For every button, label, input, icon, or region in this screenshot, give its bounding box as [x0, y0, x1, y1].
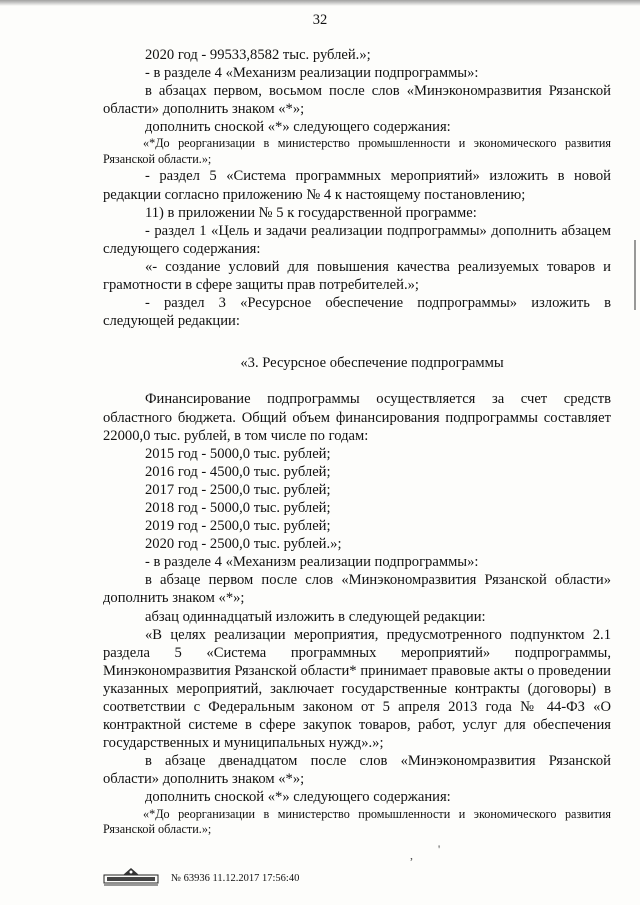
page-footer: [103, 864, 299, 886]
paragraph-quality-goal: «- создание условий для повышения качества реализуемых товаров и грамотности в сфере защиты прав потребителей.»;: [103, 258, 611, 294]
footnote-text-2: «*До реорганизации в министерство промышленности и экономического развития Рязанской области.»;: [103, 806, 611, 837]
footnote-text: «*До реорганизации в министерство промышленности и экономического развития Рязанской области.»;: [103, 136, 611, 166]
footer-registration-info: № 63936 11.12.2017 17:56:40: [171, 873, 300, 884]
paragraph-add-footnote-2: дополнить сноской «*» следующего содержания:: [145, 789, 451, 806]
paragraph-first-abzac: в абзаце первом после слов «Минэкономразвития Рязанской области» дополнить знаком «*»;: [103, 572, 611, 607]
scan-mark: ,: [410, 848, 413, 862]
budget-year-2020: 2020 год - 2500,0 тыс. рублей.»;: [145, 536, 342, 553]
budget-year-2016: 2016 год - 4500,0 тыс. рублей;: [145, 463, 331, 480]
paragraph-section-3: - раздел 3 «Ресурсное обеспечение подпрограммы» изложить в следующей редакции:: [103, 295, 611, 330]
paragraph-appendix-5: 11) в приложении № 5 к государственной программе:: [145, 204, 477, 221]
paragraph-new-wording: «В целях реализации мероприятия, предусмотренного подпунктом 2.1 раздела 5 «Система программных мероприятий» подпрограммы, Минэкономразвития Рязанской области* принимает правовые акты о проведении указанных мероприятий, заключает государственные контракты (договоры) в соответствии с Федеральным законом от 5 апреля 2013 года № 44-ФЗ «О контрактной системе в сфере закупок товаров, работ, услуг для обеспечения государственных и муниципальных нужд».»;: [103, 626, 611, 752]
paragraph-twelfth-abzac: в абзаце двенадцатом после слов «Минэкономразвития Рязанской области» дополнить знаком «*»;: [103, 753, 611, 788]
paragraph-financing: Финансирование подпрограммы осуществляется за счет средств областного бюджета. Общий объем финансирования подпрограммы составляет 22000,0 тыс. рублей, в том числе по годам:: [103, 391, 611, 444]
paragraph-section-4-mechanism: - в разделе 4 «Механизм реализации подпрограммы»:: [145, 554, 479, 571]
scan-mark: ': [438, 842, 441, 856]
page-right-edge-artifact: [634, 240, 636, 310]
page-number: 32: [312, 12, 328, 28]
section-heading: «3. Ресурсное обеспечение подпрограммы: [240, 355, 504, 372]
document-body: [103, 46, 611, 838]
budget-year-2018: 2018 год - 5000,0 тыс. рублей;: [145, 499, 331, 516]
paragraph-section-4: - в разделе 4 «Механизм реализации подпрограммы»:: [145, 65, 479, 82]
budget-year-2017: 2017 год - 2500,0 тыс. рублей;: [145, 481, 331, 498]
budget-year-2019: 2019 год - 2500,0 тыс. рублей;: [145, 518, 331, 535]
paragraph-add-asterisk: в абзацах первом, восьмом после слов «Минэкономразвития Рязанской области» дополнить знаком «*»;: [103, 83, 611, 118]
paragraph-section-1: - раздел 1 «Цель и задачи реализации подпрограммы» дополнить абзацем следующего содержания:: [103, 222, 611, 257]
paragraph-add-footnote: дополнить сноской «*» следующего содержания:: [145, 119, 451, 136]
registration-stamp-logo: [103, 866, 159, 886]
paragraph-eleventh-abzac: абзац одиннадцатый изложить в следующей редакции:: [145, 608, 486, 625]
budget-year-2015: 2015 год - 5000,0 тыс. рублей;: [145, 445, 331, 462]
page-top-edge-artifact: [0, 0, 640, 6]
paragraph-budget-2020: 2020 год - 99533,8582 тыс. рублей.»;: [145, 47, 371, 63]
paragraph-section-5: - раздел 5 «Система программных мероприятий» изложить в новой редакции согласно приложению № 4 к настоящему постановлению;: [103, 168, 611, 203]
